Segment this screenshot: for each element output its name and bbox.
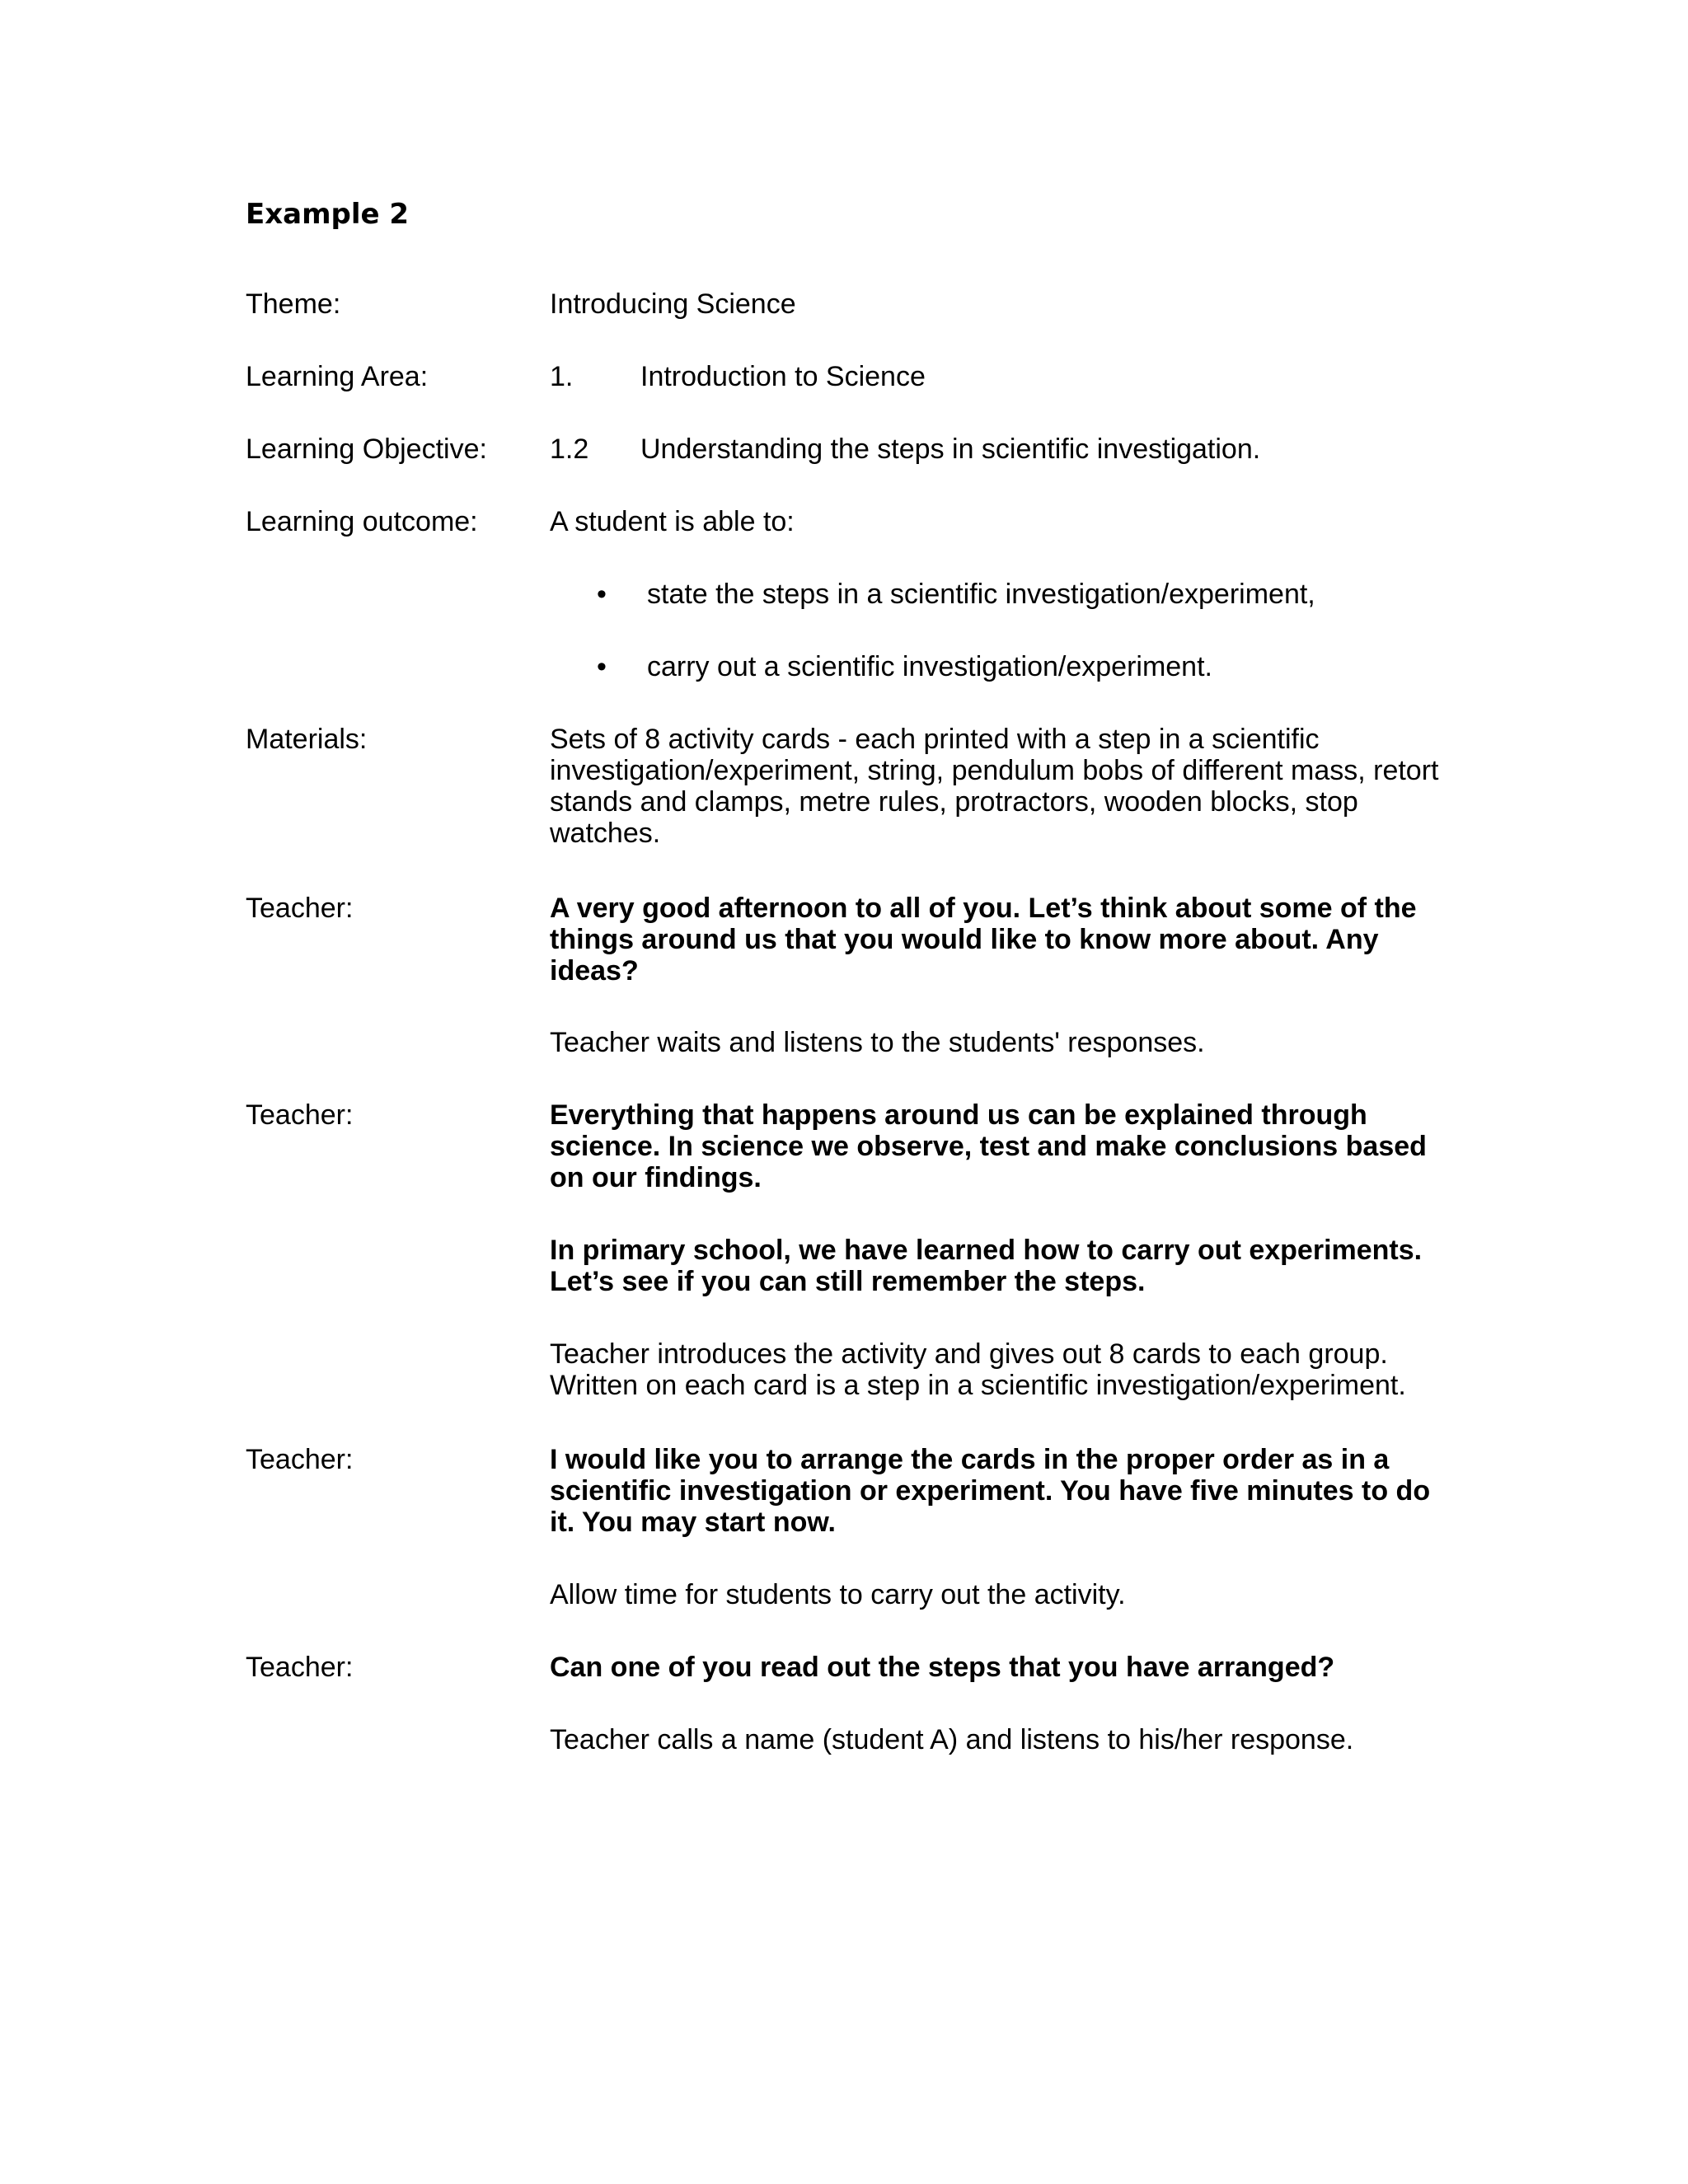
teacher-speech: I would like you to arrange the cards in the proper order as in a scientific investigation or experiment. You have five minutes to do it. You may start now. — [550, 1444, 1431, 1538]
theme-label: Theme: — [246, 288, 341, 320]
teacher-speech: Everything that happens around us can be explained through science. In science we observe, test and make conclusions based on our findings. — [550, 1099, 1427, 1193]
speaker-label: Teacher: — [246, 1652, 354, 1683]
learning-outcome-label: Learning outcome: — [246, 506, 478, 537]
speaker-label: Teacher: — [246, 893, 354, 924]
materials-text: Sets of 8 activity cards - each printed with a step in a scientific investigation/experiment, string, pendulum bobs of different mass, retort stands and clamps, metre rules, protractors, wooden blocks, stop watches. — [550, 724, 1439, 849]
theme-value: Introducing Science — [550, 288, 796, 320]
outcome-bullet-item: carry out a scientific investigation/experiment. — [647, 651, 1212, 682]
speaker-label: Teacher: — [246, 1099, 354, 1131]
teacher-speech: Can one of you read out the steps that you have arranged? — [550, 1652, 1335, 1683]
teacher-speech: In primary school, we have learned how to carry out experiments. Let’s see if you can still remember the steps. — [550, 1235, 1423, 1297]
learning-area-number: 1. — [550, 361, 574, 392]
learning-area-label: Learning Area: — [246, 361, 429, 392]
teacher-note: Allow time for students to carry out the activity. — [550, 1579, 1126, 1610]
teacher-note: Teacher calls a name (student A) and listens to his/her response. — [550, 1724, 1354, 1755]
bullet-icon: • — [597, 579, 607, 610]
materials-label: Materials: — [246, 724, 368, 755]
learning-area-text: Introduction to Science — [640, 361, 926, 392]
speaker-label: Teacher: — [246, 1444, 354, 1475]
teacher-note: Teacher waits and listens to the students' responses. — [550, 1027, 1205, 1058]
learning-objective-label: Learning Objective: — [246, 434, 487, 465]
page-heading: Example 2 — [246, 198, 410, 231]
teacher-speech: A very good afternoon to all of you. Let’s think about some of the things around us that you would like to know more about. Any ideas? — [550, 893, 1417, 987]
teacher-note: Teacher introduces the activity and gives out 8 cards to each group. Written on each card is a step in a scientific investigation/experiment. — [550, 1338, 1406, 1401]
learning-objective-text: Understanding the steps in scientific investigation. — [640, 434, 1261, 465]
bullet-icon: • — [597, 651, 607, 682]
outcome-bullet-item: state the steps in a scientific investigation/experiment, — [647, 579, 1315, 610]
learning-outcome-intro: A student is able to: — [550, 506, 795, 537]
learning-objective-number: 1.2 — [550, 434, 589, 465]
